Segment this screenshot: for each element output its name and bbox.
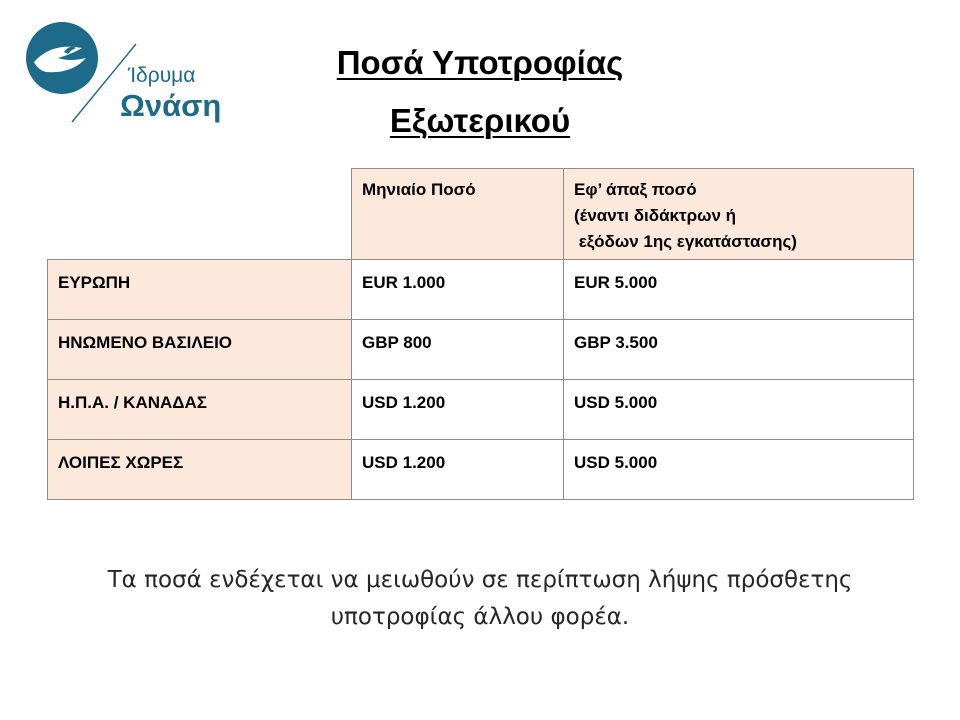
column-header-oneoff	[564, 169, 914, 260]
logo-text-foundation: Ίδρυμα	[128, 64, 196, 87]
region-cell: ΕΥΡΩΠΗ	[48, 260, 352, 320]
monthly-amount-cell: EUR 1.000	[352, 260, 564, 320]
reduction-note-line-2: υποτροφίας άλλου φορέα.	[330, 604, 630, 630]
oneoff-amount-cell: EUR 5.000	[564, 260, 914, 320]
table-row	[48, 440, 914, 500]
monthly-amount-cell: USD 1.200	[352, 380, 564, 440]
onassis-foundation-logo	[24, 18, 224, 128]
region-cell: ΛΟΙΠΕΣ ΧΩΡΕΣ	[48, 440, 352, 500]
logo-text-onassis: Ωνάση	[120, 88, 222, 123]
table-row	[48, 380, 914, 440]
reduction-note	[40, 562, 920, 636]
scholarship-amounts-table	[47, 168, 914, 500]
page-title	[240, 34, 720, 150]
column-header-monthly: Μηνιαίο Ποσό	[352, 169, 564, 260]
table-header-empty-cell	[48, 169, 352, 260]
oneoff-amount-cell: USD 5.000	[564, 380, 914, 440]
oneoff-amount-cell: USD 5.000	[564, 440, 914, 500]
page-title-line-2: Εξωτερικού	[389, 102, 571, 139]
column-header-oneoff-line-1: Εφ’ άπαξ ποσό	[574, 180, 697, 199]
page-title-line-1: Ποσά Υποτροφίας	[336, 44, 624, 81]
monthly-amount-cell: USD 1.200	[352, 440, 564, 500]
region-cell: Η.Π.Α. / ΚΑΝΑΔΑΣ	[48, 380, 352, 440]
reduction-note-line-1: Τα ποσά ενδέχεται να μειωθούν σε περίπτωση λήψης πρόσθετης	[107, 567, 853, 593]
table-row	[48, 320, 914, 380]
region-cell: ΗΝΩΜΕΝΟ ΒΑΣΙΛΕΙΟ	[48, 320, 352, 380]
column-header-oneoff-line-3: εξόδων 1ης εγκατάστασης)	[574, 232, 797, 251]
oneoff-amount-cell: GBP 3.500	[564, 320, 914, 380]
table-header-row	[48, 169, 914, 260]
table-row	[48, 260, 914, 320]
monthly-amount-cell: GBP 800	[352, 320, 564, 380]
column-header-oneoff-line-2: (έναντι διδάκτρων ή	[574, 206, 737, 225]
